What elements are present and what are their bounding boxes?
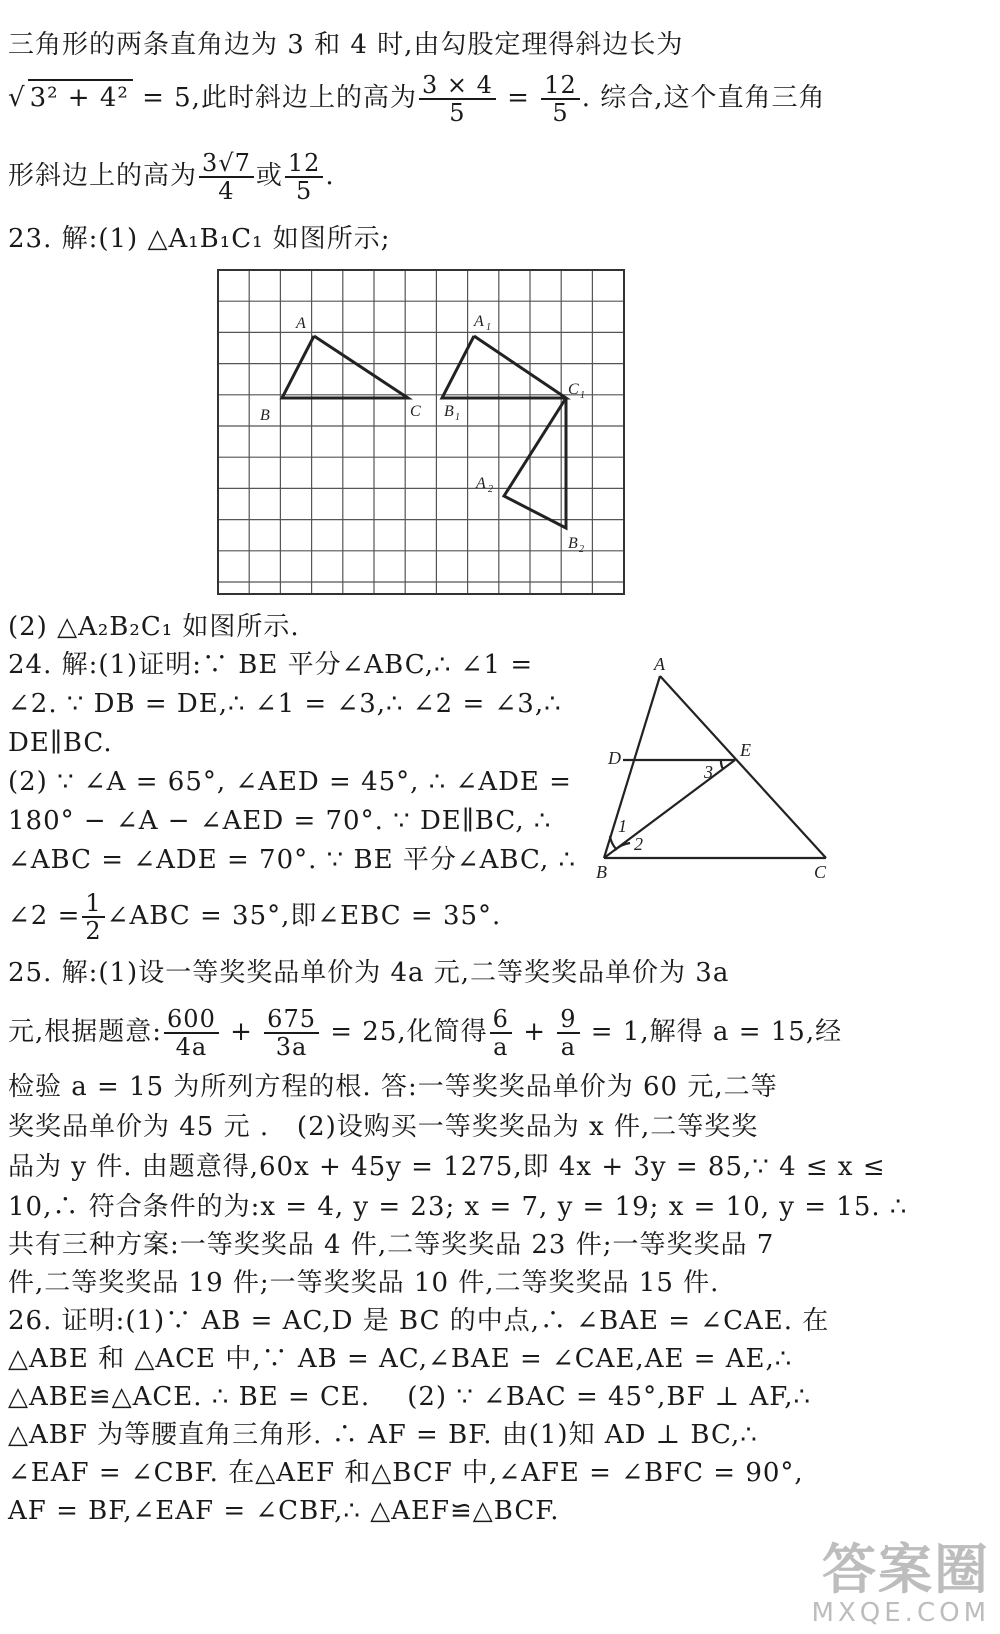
fraction: $\frac{3√7}{4}$	[199, 150, 254, 204]
fraction: $\frac{6}{a}$	[490, 1006, 512, 1060]
label-c: C	[410, 403, 421, 420]
text-line: 26. 证明:(1)∵ AB = AC,D 是 BC 的中点,∴ ∠BAE = ∠CAE. 在	[8, 1306, 830, 1336]
fraction: $\frac{1}{2}$	[82, 890, 104, 944]
angle-1-label: 1	[618, 816, 627, 836]
text-line: AF = BF,∠EAF = ∠CBF,∴ △AEF≌△BCF.	[8, 1496, 560, 1526]
label-a2-sub: 2	[488, 484, 493, 495]
text-span: 形斜边上的高为	[8, 161, 198, 191]
triangle-figure	[590, 650, 840, 890]
text-line: 检验 a = 15 为所列方程的根. 答:一等奖奖品单价为 60 元,二等	[8, 1072, 778, 1102]
text-line: 23. 解:(1) △A₁B₁C₁ 如图所示;	[8, 224, 391, 254]
text-line: 180° − ∠A − ∠AED = 70°. ∵ DE∥BC, ∴	[8, 806, 552, 836]
angle-2-label: 2	[634, 834, 643, 854]
text-span: 或	[255, 161, 283, 191]
label-a: A	[654, 654, 665, 674]
angle-3-label: 3	[704, 762, 713, 782]
text-span: .	[325, 161, 335, 191]
watermark	[811, 1537, 990, 1628]
sqrt-expression: 3² + 4²	[28, 79, 133, 115]
text-line: 件,二等奖奖品 19 件;一等奖奖品 10 件,二等奖奖品 15 件.	[8, 1268, 720, 1298]
label-c: C	[814, 862, 827, 882]
triangle-a2b2c1	[504, 398, 566, 528]
label-b1: B	[444, 403, 454, 420]
label-a2: A	[476, 475, 486, 492]
text-span: +	[220, 1017, 263, 1047]
fraction: $\frac{12}{5}$	[285, 150, 324, 204]
text-line: DE∥BC.	[8, 728, 113, 758]
text-span: =	[497, 83, 540, 113]
label-d: D	[608, 748, 621, 768]
text-line	[8, 1006, 842, 1060]
triangle-abc	[282, 336, 408, 398]
label-b1-sub: 1	[455, 412, 460, 423]
label-b2: B	[568, 535, 578, 552]
label-b: B	[596, 862, 607, 882]
text-span: . 综合,这个直角三角	[581, 83, 826, 113]
text-span: ∠2 =	[8, 901, 81, 931]
text-span: 元,根据题意:	[8, 1017, 163, 1047]
grid-figure	[210, 266, 630, 598]
text-line: (2) △A₂B₂C₁ 如图所示.	[8, 612, 300, 642]
text-span: = 25,化简得	[320, 1017, 488, 1047]
fraction: $\frac{9}{a}$	[557, 1006, 579, 1060]
label-a1-sub: 1	[486, 322, 491, 333]
label-b2-sub: 2	[579, 544, 584, 555]
fraction: $\frac{3 \times 4}{5}$	[419, 72, 496, 126]
label-e: E	[740, 740, 751, 760]
label-c1-sub: 1	[580, 390, 585, 401]
text-line: △ABF 为等腰直角三角形. ∴ AF = BF. 由(1)知 AD ⊥ BC,∴	[8, 1420, 758, 1450]
watermark-url: MXQE.COM	[811, 1598, 990, 1628]
text-line: ∠ABC = ∠ADE = 70°. ∵ BE 平分∠ABC, ∴	[8, 845, 577, 875]
watermark-logo: 答案圈	[822, 1537, 990, 1601]
label-b: B	[260, 407, 270, 424]
fraction: $\frac{12}{5}$	[541, 72, 580, 126]
label-a1: A	[474, 313, 484, 330]
fraction: $\frac{675}{3a}$	[264, 1006, 319, 1060]
text-span: = 1,解得 a = 15,经	[581, 1017, 843, 1047]
text-line: △ABE≌△ACE. ∴ BE = CE. (2) ∵ ∠BAC = 45°,BF ⊥ AF,∴	[8, 1382, 812, 1412]
text-line: ∠2. ∵ DB = DE,∴ ∠1 = ∠3,∴ ∠2 = ∠3,∴	[8, 689, 562, 719]
text-span: = 5,此时斜边上的高为	[132, 83, 417, 113]
label-c1: C	[568, 381, 579, 398]
text-span: +	[513, 1017, 556, 1047]
text-line: 25. 解:(1)设一等奖奖品单价为 4a 元,二等奖奖品单价为 3a	[8, 958, 730, 988]
text-line: (2) ∵ ∠A = 65°, ∠AED = 45°, ∴ ∠ADE =	[8, 767, 572, 797]
fraction: $\frac{600}{4a}$	[164, 1006, 219, 1060]
text-line	[8, 890, 501, 944]
text-line: 10,∴ 符合条件的为:x = 4, y = 23; x = 7, y = 19; x = 10, y = 15. ∴	[8, 1192, 908, 1222]
text-line	[8, 150, 335, 204]
triangle-a1b1c1	[442, 336, 566, 398]
text-line: △ABE 和 △ACE 中,∵ AB = AC,∠BAE = ∠CAE,AE = AE,∴	[8, 1344, 793, 1374]
text-span: ∠ABC = 35°,即∠EBC = 35°.	[106, 901, 502, 931]
text-line: √ 3² + 4² = 5,此时斜边上的高为 $\frac{3 \times 4}{5}$ = $\frac{12}{5}$ . 综合,这个直角三角	[8, 71, 826, 127]
text-line: 24. 解:(1)证明:∵ BE 平分∠ABC,∴ ∠1 =	[8, 650, 534, 680]
label-a: A	[296, 315, 306, 332]
text-line: 品为 y 件. 由题意得,60x + 45y = 1275,即 4x + 3y = 85,∵ 4 ≤ x ≤	[8, 1152, 886, 1182]
text-line: 奖奖品单价为 45 元 . (2)设购买一等奖奖品为 x 件,二等奖奖	[8, 1112, 759, 1142]
text-line: 三角形的两条直角边为 3 和 4 时,由勾股定理得斜边长为	[8, 30, 684, 60]
text-line: ∠EAF = ∠CBF. 在△AEF 和△BCF 中,∠AFE = ∠BFC = 90°,	[8, 1458, 804, 1488]
text-line: 共有三种方案:一等奖奖品 4 件,二等奖奖品 23 件;一等奖奖品 7	[8, 1230, 775, 1260]
